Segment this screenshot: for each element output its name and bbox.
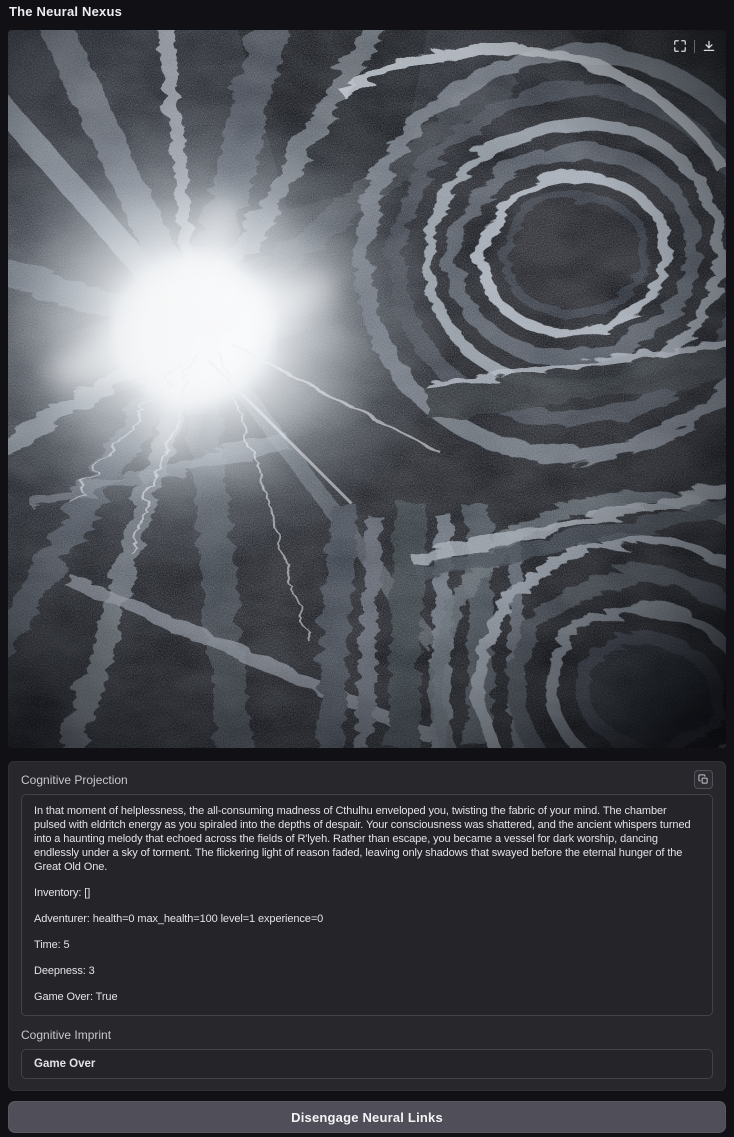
projection-output-textarea[interactable] xyxy=(21,794,713,1016)
game-over-line: Game Over: True xyxy=(34,991,118,1003)
download-icon xyxy=(702,39,716,53)
narrative-text: In that moment of helplessness, the all-consuming madness of Cthulhu enveloped you, twisting the fabric of your mind. The chamber pulsed with eldritch energy as you spiraled into the depths of despair. Your consciousness was shattered, and the ancient whispers turned into a haunting melody that echoed across the fields of R'lyeh. Rather than escape, you became a vessel for dark worship, dancing endlessly under a sky of torment. The flickering light of reason faded, leaving only shadows that swayed before the eternal hunger of the Great Old One. xyxy=(34,805,691,873)
page-title: The Neural Nexus xyxy=(9,4,123,19)
time-line: Time: 5 xyxy=(34,939,70,951)
nexus-artwork xyxy=(8,30,726,748)
deepness-line: Deepness: 3 xyxy=(34,965,95,977)
download-button[interactable] xyxy=(697,34,721,58)
projection-header xyxy=(21,770,713,789)
copy-icon xyxy=(698,774,709,785)
fullscreen-button[interactable] xyxy=(668,34,692,58)
fullscreen-icon xyxy=(673,39,687,53)
disengage-button[interactable]: Disengage Neural Links xyxy=(8,1101,726,1133)
projection-label: Cognitive Projection xyxy=(21,773,128,787)
inventory-line: Inventory: [] xyxy=(34,887,91,899)
copy-button[interactable] xyxy=(694,770,713,789)
generated-image-panel xyxy=(8,30,726,748)
image-toolbar xyxy=(668,34,721,58)
imprint-textbox[interactable] xyxy=(21,1049,713,1079)
adventurer-line: Adventurer: health=0 max_health=100 level=1 experience=0 xyxy=(34,913,324,925)
imprint-label: Cognitive Imprint xyxy=(21,1028,112,1042)
cognitive-panel xyxy=(8,761,726,1091)
toolbar-divider xyxy=(694,40,695,53)
